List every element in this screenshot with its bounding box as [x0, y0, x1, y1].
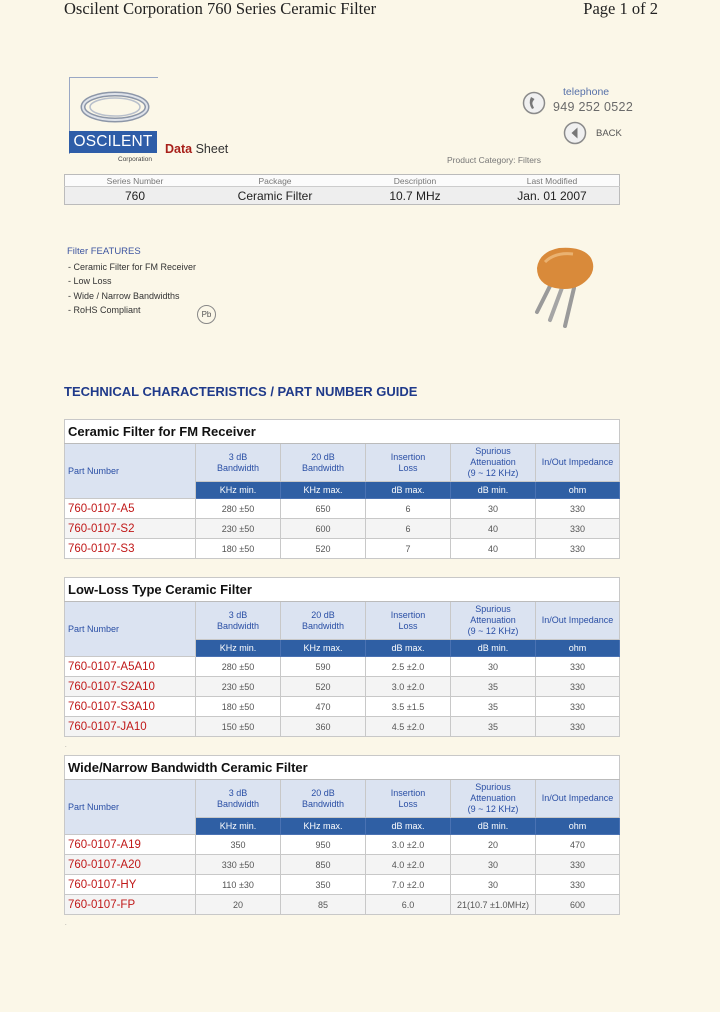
data-sheet-label — [165, 142, 228, 156]
technical-characteristics-title: TECHNICAL CHARACTERISTICS / PART NUMBER GUIDE — [64, 384, 418, 399]
feature-item: - Low Loss — [68, 276, 112, 286]
cell: 280 ±50 — [196, 499, 281, 519]
unit-ohm: ohm — [536, 640, 620, 657]
info-value-modified: Jan. 01 2007 — [485, 187, 620, 205]
lead-free-icon — [197, 305, 216, 324]
back-arrow-icon[interactable] — [563, 121, 587, 145]
unit-db-min: dB min. — [451, 818, 536, 835]
cell: 850 — [281, 855, 366, 875]
cell: 150 ±50 — [196, 717, 281, 737]
cell: 6 — [366, 519, 451, 539]
col-3db-bandwidth: 3 dB Bandwidth — [196, 602, 281, 640]
back-link[interactable]: BACK — [596, 128, 622, 139]
cell: 600 — [281, 519, 366, 539]
pb-mark: Pb — [201, 310, 212, 319]
part-number-link[interactable]: 760-0107-A20 — [65, 855, 196, 875]
cell: 470 — [536, 835, 620, 855]
cell: 4.5 ±2.0 — [366, 717, 451, 737]
col-20db-bandwidth: 20 dB Bandwidth — [281, 444, 366, 482]
col-3db-bandwidth: 3 dB Bandwidth — [196, 780, 281, 818]
part-number-link[interactable]: 760-0107-S2A10 — [65, 677, 196, 697]
unit-db-max: dB max. — [366, 818, 451, 835]
table-row — [65, 519, 620, 539]
cell: 950 — [281, 835, 366, 855]
unit-khz-min: KHz min. — [196, 818, 281, 835]
cell: 3.0 ±2.0 — [366, 835, 451, 855]
cell: 40 — [451, 539, 536, 559]
cell: 350 — [281, 875, 366, 895]
cell: 330 — [536, 539, 620, 559]
col-part-number: Part Number — [65, 780, 196, 835]
cell: 3.5 ±1.5 — [366, 697, 451, 717]
col-20db-bandwidth: 20 dB Bandwidth — [281, 780, 366, 818]
table-row — [65, 697, 620, 717]
telephone-icon[interactable] — [522, 91, 546, 115]
part-number-link[interactable]: 760-0107-FP — [65, 895, 196, 915]
low-loss-filter-table — [64, 577, 620, 737]
col-part-number: Part Number — [65, 602, 196, 657]
features-title: Filter FEATURES — [67, 246, 141, 257]
unit-db-max: dB max. — [366, 482, 451, 499]
telephone-number[interactable]: 949 252 0522 — [553, 100, 634, 114]
part-number-link[interactable]: 760-0107-JA10 — [65, 717, 196, 737]
cell: 360 — [281, 717, 366, 737]
col-spurious-attenuation: Spurious Attenuation (9 ~ 12 KHz) — [451, 444, 536, 482]
col-spurious-attenuation: Spurious Attenuation (9 ~ 12 KHz) — [451, 780, 536, 818]
cell: 2.5 ±2.0 — [366, 657, 451, 677]
col-part-number: Part Number — [65, 444, 196, 499]
unit-db-min: dB min. — [451, 482, 536, 499]
spacer-mark: . — [65, 921, 67, 927]
cell: 7.0 ±2.0 — [366, 875, 451, 895]
logo-wordmark: OSCILENT — [69, 131, 157, 153]
feature-item: - Ceramic Filter for FM Receiver — [68, 262, 197, 272]
cell: 3.0 ±2.0 — [366, 677, 451, 697]
cell: 330 — [536, 855, 620, 875]
info-value-series: 760 — [65, 187, 206, 205]
unit-khz-max: KHz max. — [281, 482, 366, 499]
col-impedance: In/Out Impedance — [536, 780, 620, 818]
cell: 230 ±50 — [196, 677, 281, 697]
product-category: Product Category: Filters — [447, 155, 542, 165]
cell: 30 — [451, 855, 536, 875]
table-title: Low-Loss Type Ceramic Filter — [65, 578, 620, 602]
part-number-link[interactable]: 760-0107-S3 — [65, 539, 196, 559]
cell: 35 — [451, 717, 536, 737]
series-info-table — [64, 174, 620, 205]
info-label-series: Series Number — [65, 175, 206, 187]
cell: 590 — [281, 657, 366, 677]
cell: 4.0 ±2.0 — [366, 855, 451, 875]
unit-khz-min: KHz min. — [196, 482, 281, 499]
col-insertion-loss: Insertion Loss — [366, 780, 451, 818]
table-row — [65, 657, 620, 677]
cell: 350 — [196, 835, 281, 855]
cell: 6.0 — [366, 895, 451, 915]
spacer-mark: . — [65, 743, 67, 749]
part-number-link[interactable]: 760-0107-A5 — [65, 499, 196, 519]
info-label-modified: Last Modified — [485, 175, 620, 187]
cell: 330 — [536, 717, 620, 737]
unit-khz-min: KHz min. — [196, 640, 281, 657]
table-row — [65, 499, 620, 519]
cell: 330 ±50 — [196, 855, 281, 875]
logo-subtitle: Corporation — [118, 156, 152, 163]
cell: 110 ±30 — [196, 875, 281, 895]
part-number-link[interactable]: 760-0107-S3A10 — [65, 697, 196, 717]
cell: 330 — [536, 519, 620, 539]
data-word: Data — [165, 142, 193, 156]
table-row — [65, 835, 620, 855]
cell: 7 — [366, 539, 451, 559]
feature-item: - RoHS Compliant — [68, 305, 141, 315]
part-number-link[interactable]: 760-0107-A5A10 — [65, 657, 196, 677]
unit-ohm: ohm — [536, 482, 620, 499]
unit-db-max: dB max. — [366, 640, 451, 657]
cell: 35 — [451, 697, 536, 717]
cell: 650 — [281, 499, 366, 519]
cell: 21(10.7 ±1.0MHz) — [451, 895, 536, 915]
info-label-description: Description — [345, 175, 485, 187]
cell: 85 — [281, 895, 366, 915]
cell: 520 — [281, 539, 366, 559]
cell: 330 — [536, 657, 620, 677]
cell: 330 — [536, 499, 620, 519]
cell: 20 — [196, 895, 281, 915]
cell: 20 — [451, 835, 536, 855]
info-label-package: Package — [205, 175, 345, 187]
cell: 180 ±50 — [196, 697, 281, 717]
col-impedance: In/Out Impedance — [536, 602, 620, 640]
cell: 600 — [536, 895, 620, 915]
table-row — [65, 895, 620, 915]
col-insertion-loss: Insertion Loss — [366, 444, 451, 482]
unit-ohm: ohm — [536, 818, 620, 835]
ceramic-filter-image — [525, 240, 605, 330]
cell: 330 — [536, 875, 620, 895]
cell: 180 ±50 — [196, 539, 281, 559]
cell: 330 — [536, 677, 620, 697]
part-number-link[interactable]: 760-0107-S2 — [65, 519, 196, 539]
col-insertion-loss: Insertion Loss — [366, 602, 451, 640]
cell: 6 — [366, 499, 451, 519]
page-number: Page 1 of 2 — [583, 0, 658, 18]
part-number-link[interactable]: 760-0107-A19 — [65, 835, 196, 855]
table-title: Ceramic Filter for FM Receiver — [65, 420, 620, 444]
ceramic-filter-fm-table — [64, 419, 620, 559]
logo-ring-icon — [70, 78, 158, 132]
cell: 470 — [281, 697, 366, 717]
part-number-link[interactable]: 760-0107-HY — [65, 875, 196, 895]
table-row — [65, 539, 620, 559]
info-value-description: 10.7 MHz — [345, 187, 485, 205]
table-row — [65, 677, 620, 697]
cell: 330 — [536, 697, 620, 717]
table-title: Wide/Narrow Bandwidth Ceramic Filter — [65, 756, 620, 780]
feature-item: - Wide / Narrow Bandwidths — [68, 291, 180, 301]
cell: 520 — [281, 677, 366, 697]
col-impedance: In/Out Impedance — [536, 444, 620, 482]
cell: 30 — [451, 499, 536, 519]
unit-khz-max: KHz max. — [281, 818, 366, 835]
cell: 30 — [451, 875, 536, 895]
cell: 30 — [451, 657, 536, 677]
unit-khz-max: KHz max. — [281, 640, 366, 657]
table-row — [65, 875, 620, 895]
col-20db-bandwidth: 20 dB Bandwidth — [281, 602, 366, 640]
col-spurious-attenuation: Spurious Attenuation (9 ~ 12 KHz) — [451, 602, 536, 640]
sheet-word: Sheet — [195, 142, 229, 156]
table-row — [65, 717, 620, 737]
cell: 40 — [451, 519, 536, 539]
cell: 280 ±50 — [196, 657, 281, 677]
table-row — [65, 855, 620, 875]
cell: 35 — [451, 677, 536, 697]
telephone-label: telephone — [563, 86, 610, 98]
col-3db-bandwidth: 3 dB Bandwidth — [196, 444, 281, 482]
info-value-package: Ceramic Filter — [205, 187, 345, 205]
cell: 230 ±50 — [196, 519, 281, 539]
wide-narrow-filter-table — [64, 755, 620, 915]
page-header-title: Oscilent Corporation 760 Series Ceramic Filter — [64, 0, 377, 18]
unit-db-min: dB min. — [451, 640, 536, 657]
